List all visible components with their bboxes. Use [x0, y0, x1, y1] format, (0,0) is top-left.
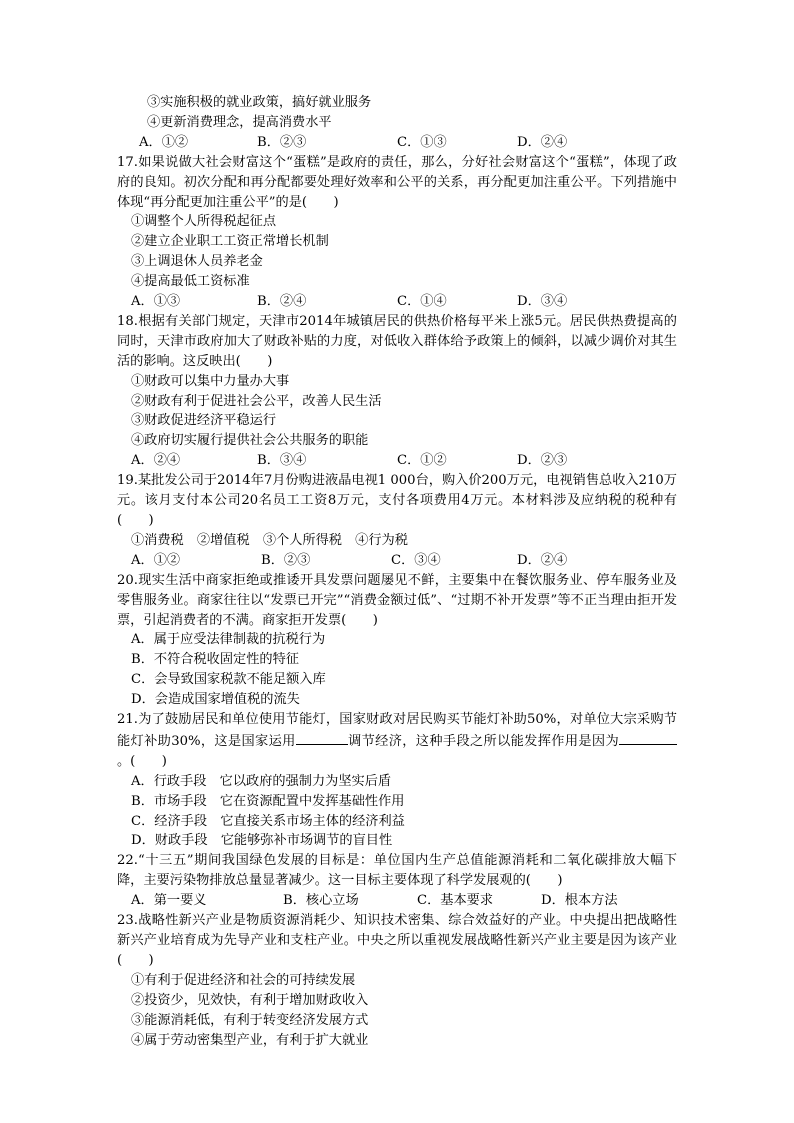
choice-d: D．②④ [517, 134, 568, 150]
statement-1: ①财政可以集中力量办大事 [131, 373, 290, 389]
choice-b: B．②③ [261, 552, 311, 568]
statements-line: ①消费税 ②增值税 ③个人所得税 ④行为税 [131, 532, 408, 548]
choice-d: D．②④ [517, 552, 568, 568]
question-19 [117, 471, 677, 571]
page-content [117, 93, 677, 1050]
choice-b: B．③④ [257, 453, 307, 469]
choice-c: C．①③ [397, 134, 447, 150]
choice-a: A．①② [139, 134, 189, 150]
stem-part-2: 调节经济，这种手段之所以能发挥作用是因为 [347, 733, 620, 749]
option-c: C．经济手段 它直接关系市场主体的经济利益 [131, 813, 405, 829]
answer-blank-1 [296, 730, 348, 745]
choice-row [117, 451, 677, 471]
choice-a: A．①② [131, 552, 181, 568]
choice-d: D．根本方法 [541, 893, 618, 909]
choice-row [117, 133, 677, 153]
choice-row [117, 891, 677, 911]
statement-3: ③财政促进经济平稳运行 [131, 413, 277, 429]
statement-1: ①有利于促进经济和社会的可持续发展 [131, 972, 356, 988]
choice-b: B．②③ [257, 134, 307, 150]
question-20-stem: 20.现实生活中商家拒绝或推诿开具发票问题屡见不鲜，主要集中在餐饮服务业、停车服务业及零售服务业。商家往往以“发票已开完”“消费金额过低”、“过期不补开发票”等不正当理由拒开发票，引起消费者的不满。商家拒开发票( ) [117, 572, 677, 628]
option-d: D．财政手段 它能够弥补市场调节的盲目性 [131, 833, 393, 849]
question-23-stem: 23.战略性新兴产业是物质资源消耗少、知识技术密集、综合效益好的产业。中央提出把战略性新兴产业培育成为先导产业和支柱产业。中央之所以重视发展战略性新兴产业主要是因为该产业( ) [117, 913, 677, 968]
question-18 [117, 312, 677, 471]
choice-c: C．③④ [391, 552, 441, 568]
statement-3: ③能源消耗低，有利于转变经济发展方式 [131, 1012, 369, 1028]
question-16-continued [117, 93, 677, 153]
option-d: D．会造成国家增值税的流失 [131, 692, 300, 708]
option-a: A．行政手段 它以政府的强制力为坚实后盾 [131, 773, 392, 789]
statement-4: ④提高最低工资标准 [131, 274, 250, 290]
statement-4: ④更新消费理念，提高消费水平 [147, 114, 332, 130]
choice-c: C．①④ [397, 294, 447, 310]
statement-2: ②投资少，见效快，有利于增加财政收入 [131, 992, 369, 1008]
statement-4: ④政府切实履行提供社会公共服务的职能 [131, 433, 369, 449]
choice-c: C．基本要求 [417, 893, 494, 909]
question-17 [117, 153, 677, 312]
question-17-stem: 17.如果说做大社会财富这个“蛋糕”是政府的责任，那么，分好社会财富这个“蛋糕”，体现了政府的良知。初次分配和再分配都要处理好效率和公平的关系，再分配更加注重公平。下列措施中体现“再分配更加注重公平”的是( ) [117, 154, 677, 210]
choice-a: A．第一要义 [131, 893, 207, 909]
choice-row [117, 292, 677, 312]
question-21 [117, 710, 677, 851]
question-22-stem: 22.“十三五”期间我国绿色发展的目标是：单位国内生产总值能源消耗和二氧化碳排放大幅下降，主要污染物排放总量显著减少。这一目标主要体现了科学发展观的( ) [117, 853, 677, 889]
option-b: B．不符合税收固定性的特征 [131, 652, 299, 668]
choice-row [117, 551, 677, 571]
choice-d: D．③④ [517, 294, 568, 310]
choice-b: B．核心立场 [283, 893, 359, 909]
stem-part-1: 21.为了鼓励居民和单位使用节能灯，国家财政对居民购买节能灯补助50%，对单位大宗采购节能灯补助30%，这是国家运用 [117, 712, 677, 749]
option-c: C．会导致国家税款不能足额入库 [131, 672, 326, 688]
statement-1: ①调整个人所得税起征点 [131, 214, 277, 230]
choice-b: B．②④ [257, 294, 307, 310]
statement-2: ②财政有利于促进社会公平，改善人民生活 [131, 393, 382, 409]
option-b: B．市场手段 它在资源配置中发挥基础性作用 [131, 793, 405, 809]
choice-c: C．①② [397, 453, 447, 469]
question-20 [117, 571, 677, 710]
choice-a: A．②④ [131, 453, 181, 469]
question-19-stem: 19.某批发公司于2014年7月份购进液晶电视1 000台，购入价200万元，电视销售总收入210万元。该月支付本公司20名员工工资8万元，支付各项费用4万元。本材料涉及应纳税的税种有( ) [117, 473, 677, 528]
choice-d: D．②③ [517, 453, 568, 469]
option-a: A．属于应受法律制裁的抗税行为 [131, 632, 326, 648]
question-22 [117, 851, 677, 911]
choice-a: A．①③ [131, 294, 181, 310]
question-18-stem: 18.根据有关部门规定，天津市2014年城镇居民的供热价格每平米上涨5元。居民供热费提高的同时，天津市政府加大了财政补贴的力度，对低收入群体给予政策上的倾斜，以减少调价对其生活的影响。这反映出( ) [117, 313, 677, 369]
question-23 [117, 911, 677, 1050]
statement-3: ③上调退休人员养老金 [131, 254, 263, 270]
answer-blank-2 [619, 730, 677, 745]
statement-4: ④属于劳动密集型产业，有利于扩大就业 [131, 1032, 369, 1048]
stem-part-3: 。( ) [117, 753, 167, 769]
question-21-stem [117, 710, 677, 772]
statement-3: ③实施积极的就业政策，搞好就业服务 [147, 95, 372, 110]
statement-2: ②建立企业职工工资正常增长机制 [131, 234, 329, 250]
